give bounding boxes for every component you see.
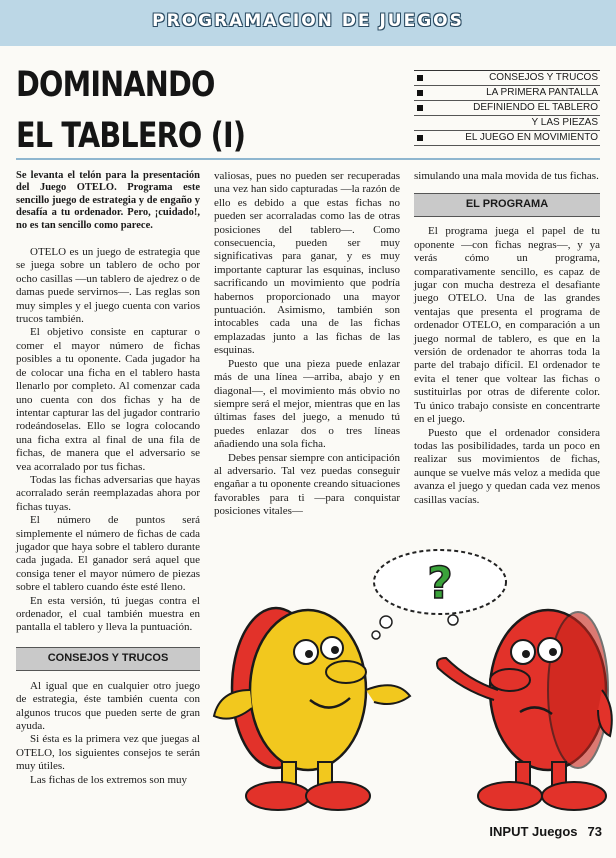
paragraph: El número de puntos será simplemente el número de fichas de cada jugador que haya sobre el tablero durante cada jugada. El ganador será aquel que consiga tener el mayor número de piezas sobre el tablero cuando éste esté lleno.	[16, 514, 200, 594]
square-bullet-icon	[417, 90, 423, 96]
question-mark-icon: ?	[427, 558, 453, 609]
header-divider	[16, 158, 600, 160]
paragraph: Las fichas de los extremos son muy	[30, 773, 188, 786]
lead-paragraph: Se levanta el telón para la presentación del Juego OTELO. Programa este sencillo juego de estrategia y de engaño y desafía a tu ordenador. Pero, ¡cuidado!, no es tan sencillo como parece.	[16, 170, 200, 231]
text-column-1	[16, 170, 200, 787]
title-line-1: DOMINANDO	[16, 65, 215, 105]
toc-item: EL JUEGO EN MOVIMIENTO	[414, 131, 600, 146]
square-bullet-icon	[417, 135, 423, 141]
paragraph: Puesto que el ordenador considera todas las posibilidades, tarda un poco en realizar sus movimientos de fichas, aunque se vuelve más veloz a medida que avanza el juego y quedan cada vez menos casillas vacías.	[414, 426, 600, 506]
paragraph: Al igual que en cualquier otro juego de estrategia, éste también cuenta con algunos trucos que pueden serte de gran ayuda.	[16, 679, 200, 733]
page-footer	[489, 824, 602, 839]
text-column-2	[214, 170, 400, 519]
yellow-piece-character	[214, 608, 410, 810]
square-bullet-icon	[417, 75, 423, 81]
page-number: 73	[587, 824, 602, 839]
toc-item: DEFINIENDO EL TABLERO	[414, 101, 600, 116]
paragraph: Debes pensar siempre con anticipación al adversario. Tal vez puedas conseguir engañar a tu oponente creando situaciones favorables para ti —para conquistar posiciones vitales—	[214, 451, 401, 518]
article-title	[16, 60, 287, 162]
othello-pieces-illustration	[198, 540, 616, 824]
paragraph: Puesto que una pieza puede enlazar más de una línea —arriba, abajo y en diagonal—, el movimiento más obvio no siempre será el mejor, mientras que en las últimas fases del juego, a menudo tú puedes enlazar dos o tres líneas añadiendo una sola ficha.	[214, 357, 400, 451]
paragraph: valiosas, pues no pueden ser recuperadas una vez han sido capturadas —la razón de ello es debido a que estas fichas no pueden ser acorraladas como las de otras posiciones del tablero—. Como consecuencia, pueden ser muy significativas para ganar, y es muy importante capturar las esquinas, incluso sacrificando un movimiento que podría habernos proporcionado una mayor puntuación. Asimismo, también son intocables cada una de las fichas emplazadas junto a las fichas de las esquinas.	[214, 170, 400, 357]
section-heading: EL PROGRAMA	[414, 193, 600, 217]
paragraph: Todas las fichas adversarias que hayas acorralado serán reemplazadas ahora por fichas tuyas.	[16, 473, 200, 513]
paragraph: simulando una mala movida de tus fichas.	[414, 170, 599, 182]
toc-item: Y LAS PIEZAS	[414, 116, 600, 131]
paragraph: Si ésta es la primera vez que juegas al OTELO, los siguientes consejos te serán muy útiles.	[16, 733, 200, 773]
text-column-3	[414, 170, 600, 507]
table-of-contents	[414, 70, 600, 146]
thought-bubble	[372, 550, 506, 639]
title-line-2: EL TABLERO (I)	[16, 116, 246, 156]
paragraph: El programa juega el papel de tu oponente —con fichas negras—, y ya verás cómo un programa, comparativamente sencillo, es capaz de jugar con mucha destreza el desafiante juego OTELO. Una de las grandes ventajas que presenta el programa de ordenador OTELO, en comparación a un juego normal de tablero, es que en la versión de ordenador te ahorras toda la parte del trabajo difícil. El ordenador te evita el tener que voltear las fichas o sustituirlas por otras de diferente color. Tu único trabajo consiste en concentrarte en el juego.	[414, 225, 600, 426]
red-piece-character	[437, 610, 612, 810]
paragraph: En esta versión, tú juegas contra el ordenador, el cual también muestra en pantalla el tablero y lleva la puntuación.	[16, 594, 200, 634]
paragraph: OTELO es un juego de estrategia que se juega sobre un tablero de ocho por ocho casillas —un tablero de ajedrez o de damas puede servirnos—. Las reglas son muy simples y el juego cuenta con varios trucos también.	[16, 246, 200, 326]
paragraph: El objetivo consiste en capturar o comer el mayor número de fichas posibles a tu oponente. Cada jugador ha de colocar una ficha en el tablero hasta llenarlo por completo. Al comenzar cada uno cuenta con dos fichas y ha de intentar capturar las del jugador contrario rodeándoselas. Ello se logra colocando una ficha extra al final de una fila de fichas, de manera que el adversario se vea acorralado por tus fichas.	[16, 326, 200, 473]
toc-item: CONSEJOS Y TRUCOS	[414, 71, 600, 86]
header-banner	[0, 0, 616, 46]
banner-title: PROGRAMACION DE JUEGOS	[152, 11, 464, 31]
toc-item: LA PRIMERA PANTALLA	[414, 86, 600, 101]
square-bullet-icon	[417, 105, 423, 111]
magazine-name: INPUT Juegos	[489, 824, 578, 839]
section-heading: CONSEJOS Y TRUCOS	[16, 647, 200, 671]
